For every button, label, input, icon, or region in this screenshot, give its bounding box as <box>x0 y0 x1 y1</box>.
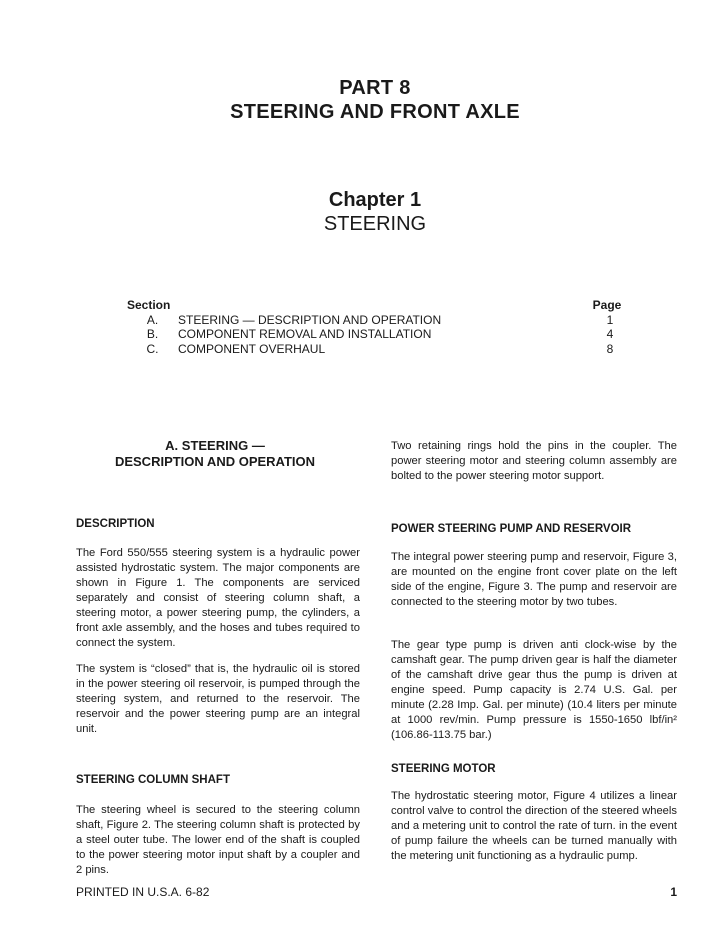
toc-entry-letter: B. <box>146 327 159 341</box>
part-title <box>0 76 715 124</box>
coupler-paragraph: Two retaining rings hold the pins in the coupler. The power steering motor and steering column assembly are bolted to the power steering motor support. <box>391 440 677 482</box>
pump-reservoir-paragraph-2: The gear type pump is driven anti clock-wise by the camshaft gear. The pump driven gear is half the diameter of the camshaft drive gear thus the pump is driven at engine speed. Pump capacity is 2.74 U.S. Gal. per minute (2.28 Imp. Gal. per minute) (10.4 liters per minute at 1000 rev/min. Pump pressure is 1550-1650 lbf/in² (106.86-113.75 bar.) <box>391 639 677 741</box>
toc-entry-title: COMPONENT OVERHAUL <box>178 341 326 356</box>
toc-entry <box>127 342 625 357</box>
section-a-heading <box>70 438 360 470</box>
steering-column-shaft-heading: STEERING COLUMN SHAFT <box>76 774 230 786</box>
steering-column-shaft-paragraph: The steering wheel is secured to the steering column shaft, Figure 2. The steering column shaft is protected by a steel outer tube. The lower end of the shaft is coupled to the power steering motor input shaft by a coupler and 2 pins. <box>76 804 360 876</box>
toc-header <box>127 298 625 313</box>
toc-entry-title: STEERING — DESCRIPTION AND OPERATION <box>178 312 442 327</box>
description-heading: DESCRIPTION <box>76 518 155 530</box>
chapter-number: Chapter 1 <box>328 189 422 211</box>
toc-entry-page: 8 <box>606 341 614 356</box>
pump-reservoir-heading: POWER STEERING PUMP AND RESERVOIR <box>391 523 632 535</box>
steering-motor-paragraph: The hydrostatic steering motor, Figure 4 utilizes a linear control valve to control the direction of the steered wheels and a metering unit to control the rate of turn. in the event of pump failure the wheels can be turned manually with the metering unit functioning as a hydraulic pump. <box>391 790 677 862</box>
description-paragraph-1: The Ford 550/555 steering system is a hydraulic power assisted hydrostatic system. The major components are shown in Figure 1. The components are serviced separately and consist of steering column shaft, a steering motor, a power steering pump, the cylinders, a front axle assembly, and the hoses and tubes required to connect the system. <box>76 547 360 649</box>
part-name: STEERING AND FRONT AXLE <box>230 101 520 123</box>
toc-entry <box>127 327 625 342</box>
pump-reservoir-paragraph-1: The integral power steering pump and reservoir, Figure 3, are mounted on the engine front cover plate on the left side of the engine, Figure 3. The pump and reservoir are connected to the steering motor by two tubes. <box>391 551 677 608</box>
part-number: PART 8 <box>339 77 411 99</box>
steering-motor-heading: STEERING MOTOR <box>391 763 496 775</box>
section-a-heading-line2: DESCRIPTION AND OPERATION <box>114 454 316 469</box>
table-of-contents <box>127 298 625 356</box>
toc-section-label: Section <box>127 298 171 312</box>
toc-entry-title: COMPONENT REMOVAL AND INSTALLATION <box>178 327 432 341</box>
section-a-heading-line1: A. STEERING — <box>165 438 265 453</box>
toc-entry <box>127 313 625 328</box>
toc-entry-page: 4 <box>606 327 614 341</box>
toc-page-label: Page <box>592 298 622 312</box>
toc-entry-letter: A. <box>146 312 159 327</box>
description-paragraph-2: The system is “closed” that is, the hydraulic oil is stored in the power steering oil reservoir, is pumped through the steering system, and returned to the reservoir. The reservoir and the power steering pump are an integral unit. <box>76 663 360 735</box>
chapter-title <box>0 188 715 236</box>
toc-entry-letter: C. <box>146 341 159 356</box>
chapter-name: STEERING <box>323 213 427 235</box>
page-number: 1 <box>670 885 677 899</box>
toc-entry-page: 1 <box>606 312 614 327</box>
printed-in-footer: PRINTED IN U.S.A. 6-82 <box>76 885 210 899</box>
